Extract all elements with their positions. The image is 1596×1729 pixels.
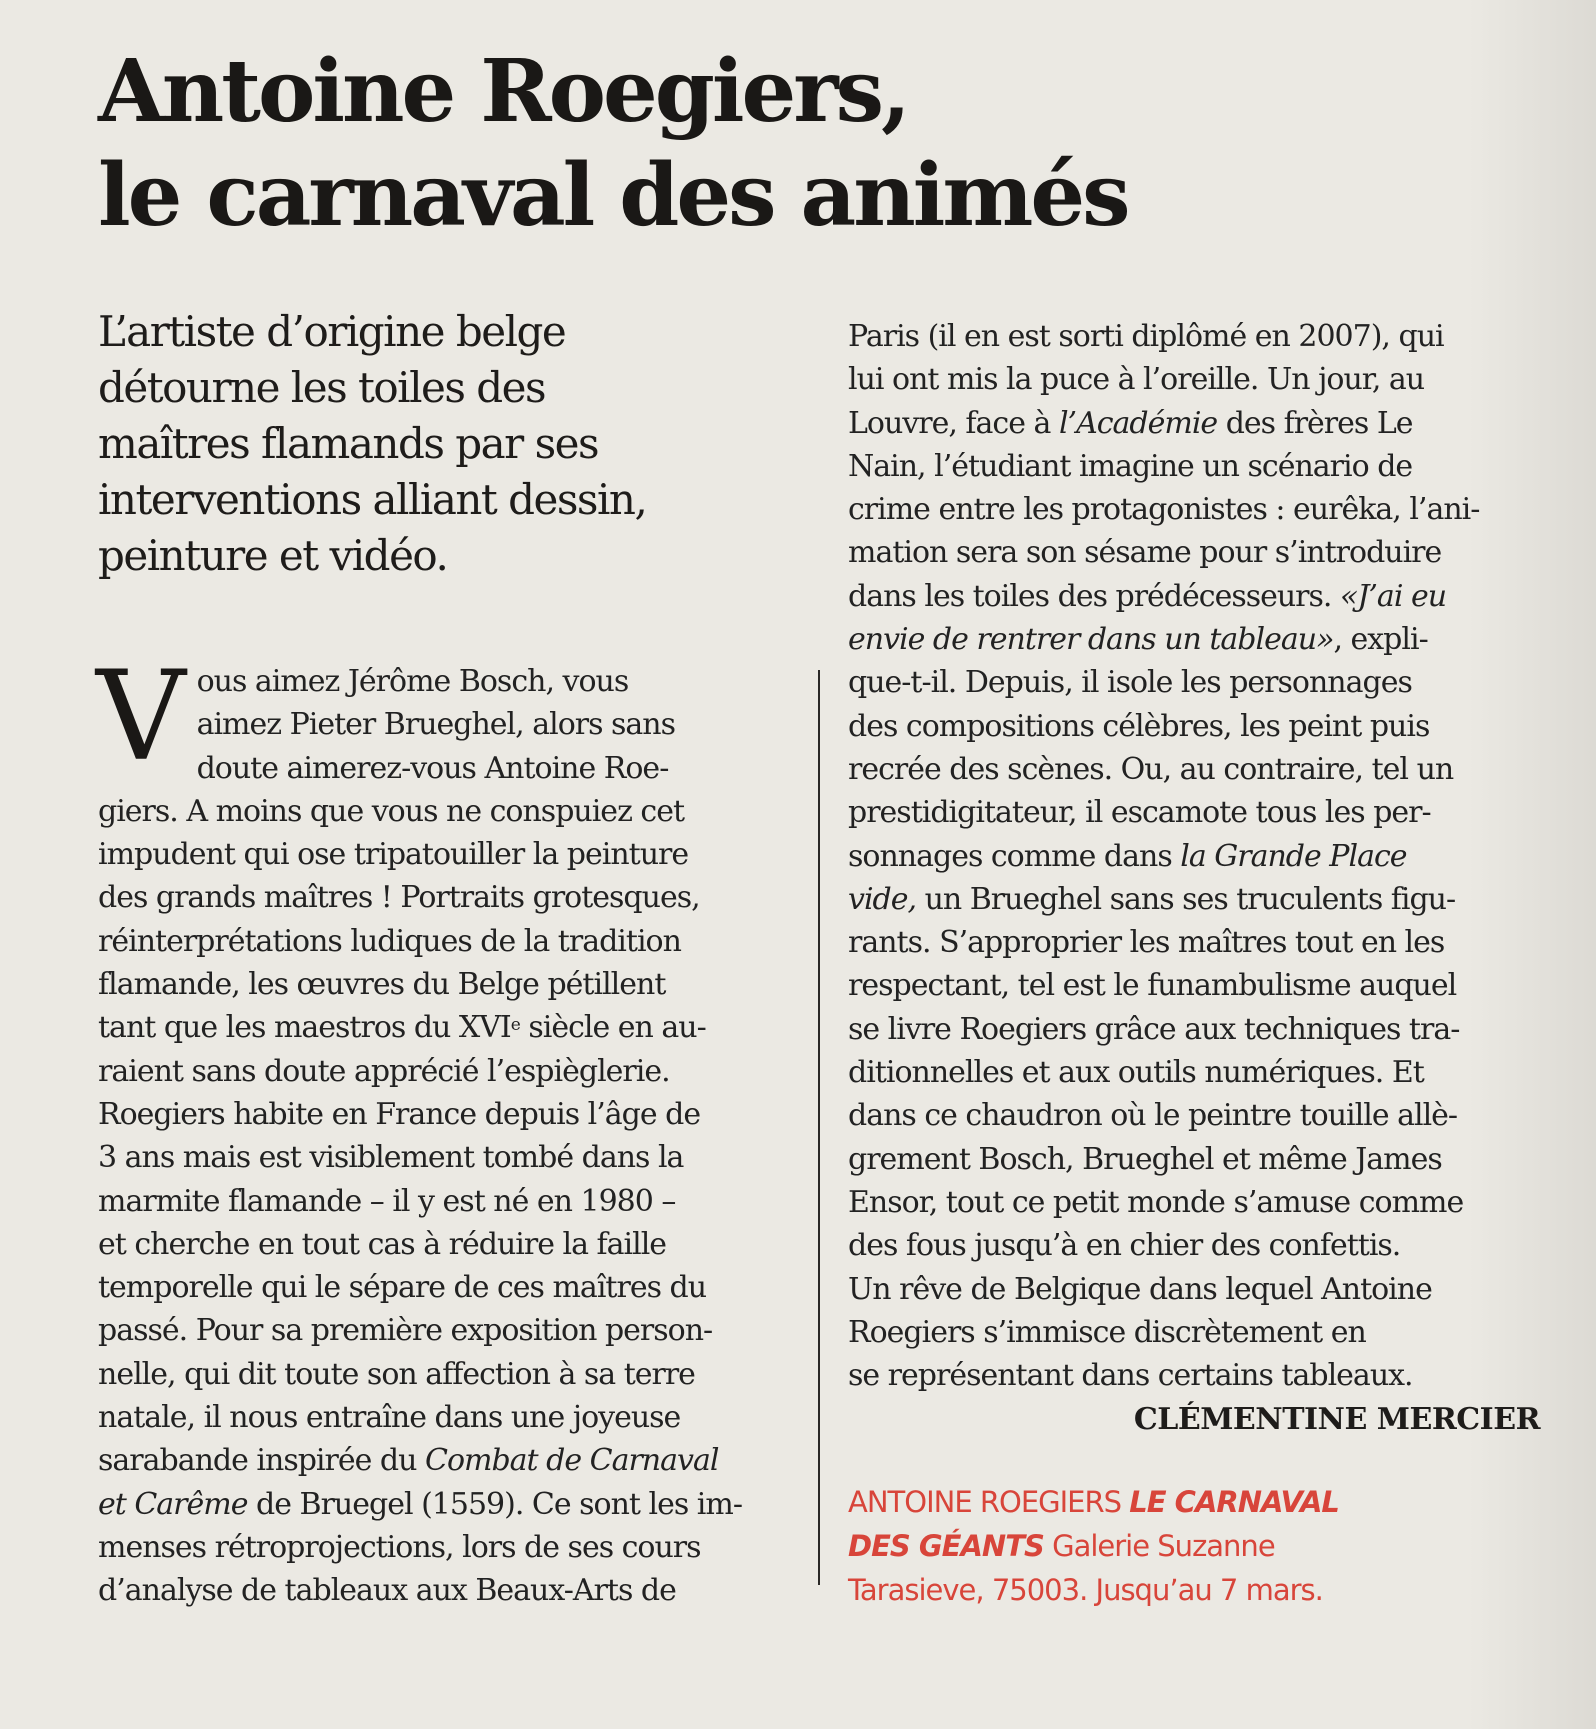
body-line: grement Bosch, Brueghel et même James	[848, 1141, 1442, 1177]
body-line: Paris (il en est sorti diplômé en 2007), qui	[848, 319, 1444, 354]
body-line	[848, 575, 1548, 618]
superscript: e	[510, 1015, 520, 1036]
body-line: mation sera son sésame pour s’introduire	[848, 535, 1442, 571]
artwork-title: Combat de Carnaval	[424, 1443, 719, 1479]
body-line: menses rétroprojections, lors de ses cours	[98, 1529, 701, 1565]
standfirst-line: interventions alliant dessin,	[98, 475, 647, 524]
body-line: des compositions célèbres, les peint puis	[848, 708, 1430, 744]
body-line	[848, 402, 1548, 445]
body-line: dans ce chaudron où le peintre touille allè-	[848, 1098, 1458, 1134]
body-line: prestidigitateur, il escamote tous les per-	[848, 795, 1431, 831]
body-line: marmite flamande – il y est né en 1980 –	[98, 1183, 676, 1219]
quote: «J’ai eu	[1340, 578, 1447, 614]
artwork-title: et Carême	[98, 1486, 248, 1522]
body-line: des fous jusqu’à en chier des confettis.	[848, 1228, 1401, 1264]
body-line: crime entre les protagonistes : eurêka, l’ani-	[848, 492, 1480, 528]
body-line: recrée des scènes. Ou, au contraire, tel un	[848, 751, 1454, 787]
standfirst-line: peinture et vidéo.	[98, 531, 448, 580]
artwork-title: vide,	[848, 881, 917, 917]
body-line: giers. A moins que vous ne conspuiez cet	[98, 793, 685, 829]
info-line	[848, 1524, 1568, 1568]
body-line: respectant, tel est le funambulisme auquel	[848, 968, 1457, 1004]
body-line: Un rêve de Belgique dans lequel Antoine	[848, 1271, 1432, 1307]
body-line: raient sans doute apprécié l’espièglerie.	[98, 1053, 670, 1089]
body-line: ous aimez Jérôme Bosch, vous	[196, 664, 629, 699]
artwork-title: la Grande Place	[1180, 838, 1407, 874]
body-text: un Brueghel sans ses truculents figu-	[916, 881, 1456, 917]
body-line: se représentant dans certains tableaux.	[848, 1358, 1413, 1394]
body-line: rants. S’approprier les maîtres tout en les	[848, 925, 1445, 961]
body-line: passé. Pour sa première exposition person-	[98, 1313, 713, 1349]
body-line: natale, il nous entraîne dans une joyeuse	[98, 1400, 681, 1436]
body-column-left	[96, 645, 798, 1613]
body-line: ditionnelles et aux outils numériques. Et	[848, 1055, 1424, 1091]
artist-name: ANTOINE ROEGIERS	[848, 1485, 1122, 1519]
body-line: lui ont mis la puce à l’oreille. Un jour, au	[848, 362, 1425, 398]
body-text: siècle en au-	[519, 1010, 706, 1046]
body-line: des grands maîtres ! Portraits grotesques,	[98, 880, 700, 916]
body-line: Nain, l’étudiant imagine un scénario de	[848, 448, 1413, 484]
standfirst-line: détourne les toiles des	[98, 363, 546, 412]
body-line: Roegiers habite en France depuis l’âge de	[98, 1096, 701, 1132]
body-text: , expli-	[1333, 622, 1428, 658]
exhibition-info	[848, 1480, 1568, 1612]
column-divider	[818, 670, 820, 1585]
body-line: nelle, qui dit toute son affection à sa terre	[98, 1356, 695, 1392]
body-line	[98, 1439, 798, 1482]
info-line	[848, 1480, 1568, 1524]
article-standfirst	[98, 304, 758, 584]
body-line	[98, 1006, 798, 1049]
body-line: et cherche en tout cas à réduire la faille	[98, 1226, 667, 1262]
body-line: réinterprétations ludiques de la tradition	[98, 923, 681, 959]
body-line: temporelle qui le sépare de ces maîtres du	[98, 1270, 707, 1306]
body-line	[848, 618, 1548, 661]
info-line: Tarasieve, 75003. Jusqu’au 7 mars.	[848, 1573, 1323, 1607]
author-byline: CLÉMENTINE MERCIER	[1133, 1402, 1540, 1437]
venue: Galerie Suzanne	[1043, 1529, 1275, 1563]
body-line: impudent qui ose tripatouiller la peinture	[98, 837, 689, 873]
body-text: de Bruegel (1559). Ce sont les im-	[256, 1486, 742, 1522]
body-text: des frères Le	[1217, 405, 1413, 441]
body-line	[848, 878, 1548, 921]
body-text: sarabande inspirée du	[98, 1443, 417, 1479]
body-line: aimez Pieter Brueghel, alors sans	[196, 707, 676, 743]
body-column-right	[848, 315, 1548, 1397]
body-line	[98, 1483, 798, 1526]
body-text: Louvre, face à	[848, 405, 1051, 441]
body-text: sonnages comme dans	[848, 838, 1172, 874]
drop-cap: V	[96, 645, 185, 789]
body-line: 3 ans mais est visiblement tombé dans la	[98, 1140, 684, 1176]
standfirst-line: maîtres flamands par ses	[98, 419, 599, 468]
body-line: Roegiers s’immisce discrètement en	[848, 1314, 1366, 1350]
exhibition-title: LE CARNAVAL	[1129, 1485, 1339, 1519]
body-line: doute aimerez-vous Antoine Roe-	[196, 750, 669, 786]
headline-line-1: Antoine Roegiers,	[98, 41, 908, 142]
standfirst-line: L’artiste d’origine belge	[98, 307, 566, 356]
body-line: Ensor, tout ce petit monde s’amuse comme	[848, 1184, 1464, 1220]
article-headline	[98, 40, 1518, 248]
body-line: que-t-il. Depuis, il isole les personnages	[848, 665, 1412, 701]
exhibition-title: DES GÉANTS	[848, 1529, 1044, 1563]
body-line: flamande, les œuvres du Belge pétillent	[98, 967, 666, 1003]
body-line: d’analyse de tableaux aux Beaux-Arts de	[98, 1573, 676, 1609]
quote: envie de rentrer dans un tableau»	[848, 622, 1334, 658]
headline-line-2: le carnaval des animés	[98, 145, 1128, 246]
artwork-title: l’Académie	[1058, 405, 1218, 441]
body-text: dans les toiles des prédécesseurs.	[848, 578, 1332, 614]
body-text: tant que les maestros du XVI	[98, 1010, 511, 1046]
body-line	[848, 835, 1548, 878]
body-line: se livre Roegiers grâce aux techniques tra-	[848, 1011, 1460, 1047]
